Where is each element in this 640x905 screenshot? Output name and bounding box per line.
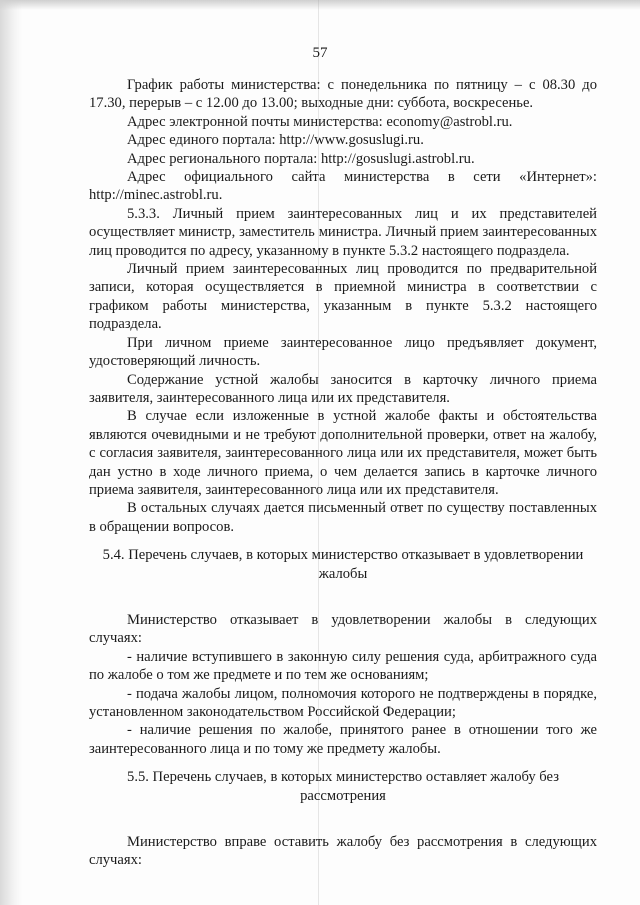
scan-edge-shadow xyxy=(0,0,22,905)
section-5-4-item-unconfirmed-authority: - подача жалобы лицом, полномочия которого не подтверждены в порядке, установленном законодательством Российской Федерации; xyxy=(89,685,597,720)
paragraph-regional-portal: Адрес регионального портала: http://gosuslugi.astrobl.ru. xyxy=(127,150,475,167)
paragraph-oral-answer: В случае если изложенные в устной жалобе факты и обстоятельства являются очевидными и не требуют дополнительной проверки, ответ на жалобу, с согласия заявителя, заинтересованного лица или их представителя, может быть дан устно в ходе личного приема, о чем делается запись в карточке личного приема заявителя, заинтересованного лица или их представителя. xyxy=(89,408,597,498)
section-5-4-heading-line2: жалобы xyxy=(318,565,368,582)
section-5-4-heading-line1: 5.4. Перечень случаев, в которых министерство отказывает в удовлетворении xyxy=(102,547,584,564)
section-5-4-item-prior-decision: - наличие решения по жалобе, принятого ранее в отношении того же заинтересованного лица и по тому же предмету жалобы. xyxy=(89,722,597,757)
paragraph-written-answer: В остальных случаях дается письменный ответ по существу поставленных в обращении вопросов. xyxy=(89,500,597,535)
section-5-5-intro: Министерство вправе оставить жалобу без рассмотрения в следующих случаях: xyxy=(89,834,597,869)
section-5-5-heading-line2: рассмотрения xyxy=(300,787,386,804)
document-body xyxy=(89,76,597,870)
paragraph-schedule: График работы министерства: с понедельника по пятницу – с 08.30 до 17.30, перерыв – с 12.00 до 13.00; выходные дни: суббота, воскресенье. xyxy=(89,77,597,112)
paragraph-email: Адрес электронной почты министерства: economy@astrobl.ru. xyxy=(127,113,513,130)
paragraph-oral-complaint: Содержание устной жалобы заносится в карточку личного приема заявителя, заинтересованного лица или их представителя. xyxy=(89,371,597,406)
scan-top-shadow xyxy=(0,0,640,10)
section-5-5-heading xyxy=(89,768,597,805)
section-5-4-heading xyxy=(89,546,597,583)
paragraph-identity-document: При личном приеме заинтересованное лицо предъявляет документ, удостоверяющий личность. xyxy=(89,334,597,370)
section-5-4-intro: Министерство отказывает в удовлетворении жалобы в следующих случаях: xyxy=(89,611,597,647)
section-5-4-item-court-decision: - наличие вступившего в законную силу решения суда, арбитражного суда по жалобе о том же предмете и по тем же основаниям; xyxy=(89,648,597,684)
section-5-5-heading-line1: 5.5. Перечень случаев, в которых министерство оставляет жалобу без xyxy=(127,769,559,786)
page-number: 57 xyxy=(312,45,328,61)
paragraph-5-3-3: 5.3.3. Личный прием заинтересованных лиц и их представителей осуществляет министр, заместитель министра. Личный прием заинтересованных лиц проводится по адресу, указанному в пункте 5.3.2 настоящего подраздела. xyxy=(89,205,597,259)
paragraph-appointment: Личный прием заинтересованных лиц проводится по предварительной записи, которая осуществляется в приемной министра в соответствии с графиком работы министерства, указанным в пункте 5.3.2 настоящего подраздела. xyxy=(89,261,597,333)
paragraph-unified-portal: Адрес единого портала: http://www.gosuslugi.ru. xyxy=(127,132,424,149)
paragraph-official-site: Адрес официального сайта министерства в сети «Интернет»: http://minec.astrobl.ru. xyxy=(89,169,597,204)
